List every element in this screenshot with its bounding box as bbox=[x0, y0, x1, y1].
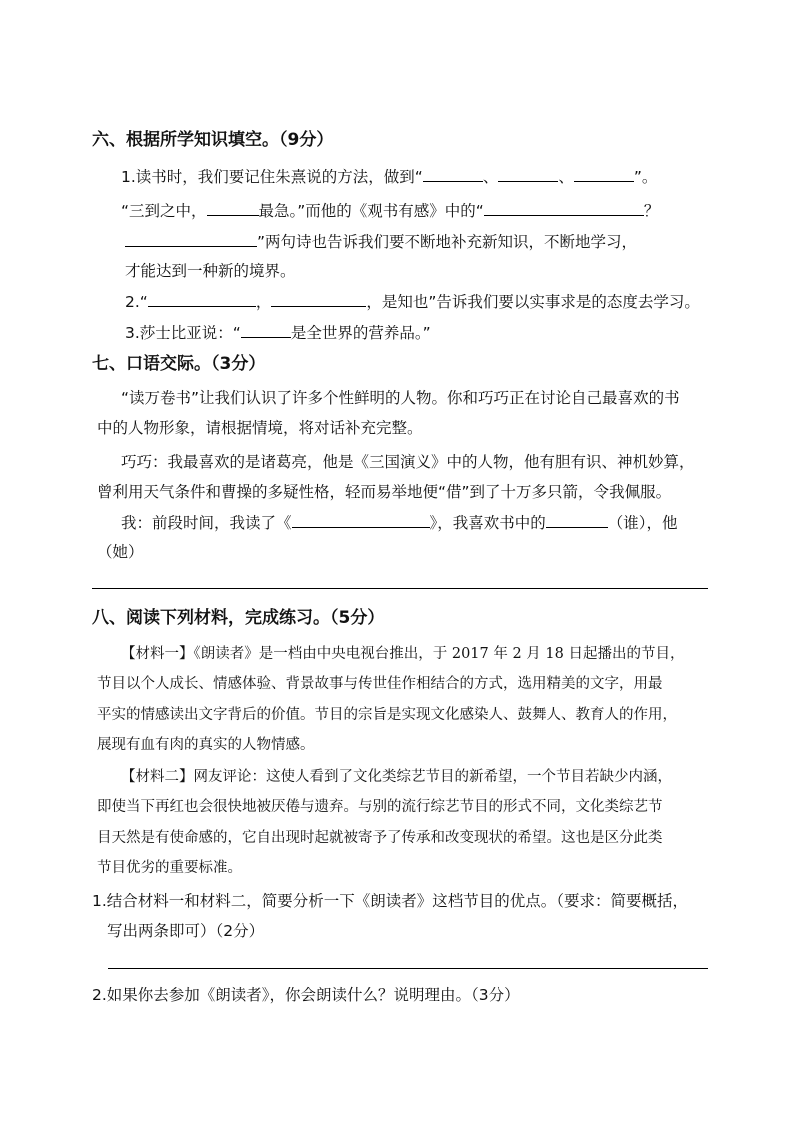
s7-paragraph: 中的人物形象，请根据情境，将对话补充完整。 bbox=[97, 419, 423, 437]
s6-q3 bbox=[125, 322, 431, 343]
s7-text-a: 我：前段时间，我读了《 bbox=[121, 514, 292, 532]
s8-q1-cont: 写出两条即可）（2分） bbox=[107, 922, 265, 940]
sep: 、 bbox=[482, 168, 499, 186]
s7-text-b: 》，我喜欢书中的 bbox=[429, 514, 546, 532]
material-1-line: 节目以个人成长、情感体验、背景故事与传世佳作相结合的方式，选用精美的文字，用最 bbox=[97, 676, 663, 692]
s7-text-c: （谁），他 bbox=[607, 514, 678, 532]
s7-dialog-line bbox=[121, 512, 678, 533]
s6-q3-text-a: 3.莎士比亚说：“ bbox=[125, 324, 241, 342]
s6-q1-text-f: ”两句诗也告诉我们要不断地补充新知识，不断地学习， bbox=[257, 233, 638, 251]
sep: 、 bbox=[558, 168, 574, 186]
blank[interactable] bbox=[148, 291, 256, 307]
s6-q1-line1 bbox=[121, 166, 657, 187]
material-2-line: 即使当下再红也会很快地被厌倦与遗弃。与别的流行综艺节目的形式不同，文化类综艺节 bbox=[97, 799, 663, 815]
s6-q3-text-b: 是全世界的营养品。” bbox=[290, 324, 431, 342]
s6-q1-text-e: ？ bbox=[643, 202, 660, 220]
material-1-line: 【材料一】《朗读者》是一档由中央电视台推出，于 2017 年 2 月 18 日起播出的节目， bbox=[121, 646, 685, 662]
blank[interactable] bbox=[498, 166, 558, 182]
s6-q1-text-a: 1.读书时，我们要记住朱熹说的方法，做到“ bbox=[121, 168, 423, 186]
section-7-title: 七、口语交际。（3分） bbox=[92, 354, 266, 374]
answer-line[interactable] bbox=[108, 968, 708, 969]
material-2-line: 目天然是有使命感的，它自出现时起就被寄予了传承和改变现状的希望。这也是区分此类 bbox=[97, 830, 663, 846]
section-6-title: 六、根据所学知识填空。（9分） bbox=[92, 130, 334, 150]
blank[interactable] bbox=[271, 291, 366, 307]
s7-paragraph: 曾利用天气条件和曹操的多疑性格，轻而易举地便“借”到了十万多只箭，令我佩服。 bbox=[97, 483, 672, 501]
blank[interactable] bbox=[484, 200, 644, 216]
s8-q2: 2.如果你去参加《朗读者》，你会朗读什么？说明理由。（3分） bbox=[92, 986, 520, 1004]
s6-q1-line2 bbox=[121, 200, 659, 221]
blank[interactable] bbox=[125, 231, 257, 247]
s6-q1-line4: 才能达到一种新的境界。 bbox=[125, 262, 296, 280]
section-8-title: 八、阅读下列材料，完成练习。（5分） bbox=[92, 608, 385, 628]
blank[interactable] bbox=[574, 166, 634, 182]
answer-line[interactable] bbox=[92, 588, 708, 589]
s6-q2 bbox=[125, 291, 700, 312]
sep: ， bbox=[255, 293, 272, 311]
s6-q1-text-d: 最急。”而他的《观书有感》中的“ bbox=[258, 202, 484, 220]
blank[interactable] bbox=[546, 512, 608, 528]
s7-paragraph: 巧巧：我最喜欢的是诸葛亮，他是《三国演义》中的人物，他有胆有识、神机妙算， bbox=[121, 453, 695, 471]
s6-q1-text-c: “三到之中， bbox=[121, 202, 207, 220]
s7-paragraph: “读万卷书”让我们认识了许多个性鲜明的人物。你和巧巧正在讨论自己最喜欢的书 bbox=[121, 389, 680, 407]
blank[interactable] bbox=[292, 512, 430, 528]
blank[interactable] bbox=[207, 200, 259, 216]
blank[interactable] bbox=[423, 166, 483, 182]
material-1-line: 展现有血有肉的真实的人物情感。 bbox=[97, 737, 315, 753]
s6-q1-text-b: ”。 bbox=[633, 168, 658, 186]
blank[interactable] bbox=[241, 322, 291, 338]
s8-q1: 1.结合材料一和材料二，简要分析一下《朗读者》这档节目的优点。（要求：简要概括， bbox=[92, 892, 689, 910]
material-2-line: 节目优劣的重要标准。 bbox=[97, 860, 242, 876]
s6-q2-text-a: 2.“ bbox=[125, 293, 148, 311]
material-1-line: 平实的情感读出文字背后的价值。节目的宗旨是实现文化感染人、鼓舞人、教育人的作用， bbox=[97, 707, 677, 723]
material-2-line: 【材料二】网友评论：这使人看到了文化类综艺节目的新希望，一个节目若缺少内涵， bbox=[121, 769, 672, 785]
s7-paragraph: （她） bbox=[97, 543, 144, 561]
s6-q2-text-b: ，是知也”告诉我们要以实事求是的态度去学习。 bbox=[366, 293, 700, 311]
s6-q1-line3 bbox=[125, 231, 637, 252]
